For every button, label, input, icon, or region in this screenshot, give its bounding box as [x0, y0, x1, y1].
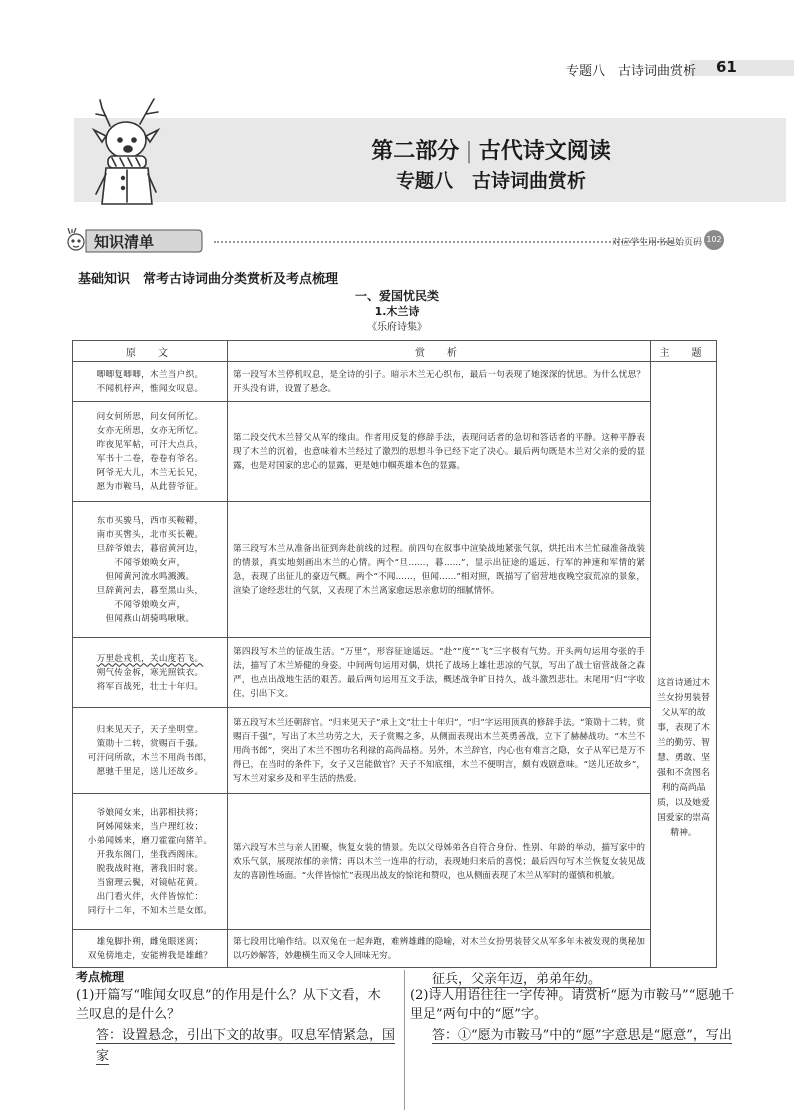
title-separator: |: [465, 139, 473, 164]
table-row: [73, 502, 717, 638]
table-row: [73, 794, 717, 930]
poem-line: 可汗问所欲，木兰不用尚书郎，: [87, 752, 213, 763]
poem-line: 爷娘闻女来，出郭相扶将；: [96, 807, 204, 818]
poem-source: 《乐府诗集》: [367, 322, 427, 333]
running-title: 专题八 古诗词曲赏析: [566, 64, 697, 79]
table-header-row: [73, 341, 717, 362]
poem-line: 阿爷无大儿，木兰无长兄，: [96, 467, 204, 478]
column-divider: [404, 970, 405, 1110]
poem-line: 双兔傍地走，安能辨我是雄雌？: [87, 950, 213, 961]
page-number: 61: [716, 58, 737, 76]
poem-line: 昨夜见军帖，可汗大点兵，: [96, 439, 204, 450]
original-cell: [73, 362, 228, 402]
part-number: 第二部分: [371, 139, 460, 164]
table-row: [73, 362, 717, 402]
poem-line: 开我东阁门，坐我西阁床。: [96, 849, 204, 860]
page-code-badge: 102: [704, 230, 724, 250]
poem-line: 不闻爷娘唤女声，: [114, 599, 186, 610]
knowledge-bar: [64, 226, 780, 256]
analysis-cell: 第二段交代木兰替父从军的缘由。作者用反复的修辞手法，表现问话者的急切和答话者的平静。这种平静表现了木兰的沉着，也意味着木兰经过了激烈的思想斗争已经下定了决心。最后两句既是木兰对父亲的爱的显露，也是对国家的忠心的显露，更是她巾帼英雄本色的显露。: [228, 402, 651, 502]
answer-1: [96, 1024, 396, 1066]
part-name: 古代诗文阅读: [478, 139, 611, 164]
poem-line: 归来见天子，天子坐明堂。: [96, 724, 204, 735]
poem-line: 女亦无所思，女亦无所忆。: [96, 425, 204, 436]
answer-2: [432, 1024, 742, 1045]
table-row: [73, 930, 717, 968]
question-1: (1)开篇写“唯闻女叹息”的作用是什么？从下文看，木兰叹息的是什么？: [76, 988, 381, 1022]
original-cell: [73, 794, 228, 930]
question-2: (2)诗人用语往往一字传神。请赏析“愿为市鞍马”“愿驰千里足”两句中的“愿”字。: [410, 988, 735, 1022]
poem-line: 南市买辔头，北市买长鞭。: [96, 529, 204, 540]
analysis-cell: 第四段写木兰的征战生活。“万里”，形容征途遥远。“赴”“度”“飞”三字极有气势。开头两句运用夸张的手法，描写了木兰矫健的身姿。中间两句运用对偶，烘托了战场上雄壮悲凉的气氛，写出了战士宿营战备之森严，也点出战地生活的艰苦。最后两句运用互文手法，概述战争旷日持久，战斗激烈悲壮。末尾用“归”字收住，引出下文。: [228, 638, 651, 708]
table-row: [73, 638, 717, 708]
poem-line: 唧唧复唧唧，木兰当户织。: [96, 369, 204, 380]
poem-line: 但闻黄河流水鸣溅溅。: [105, 571, 195, 582]
analysis-cell: 第六段写木兰与亲人团聚，恢复女装的情景。先以父母姊弟各自符合身份、性别、年龄的举动，描写家中的欢乐气氛，展现浓郁的亲情；再以木兰一连串的行动，表现她归来后的喜悦；最后四句写木兰恢复女装见战友的喜剧性场面。“火伴皆惊忙”表现出战友的惊诧和赞叹，也从侧面表现了木兰从军时的谨慎和机敏。: [228, 794, 651, 930]
poem-line: 出门看火伴，火伴皆惊忙：: [96, 891, 204, 902]
analysis-cell: 第一段写木兰停机叹息，是全诗的引子。暗示木兰无心织布，最后一句表现了她深深的忧思。为什么忧思？开头没有讲，设置了悬念。: [228, 362, 651, 402]
analysis-cell: 第五段写木兰还朝辞官。“归来见天子”承上文“壮士十年归”，“归”字运用顶真的修辞手法。“策勋十二转，赏赐百千强”，写出了木兰功劳之大，天子赏赐之多，从侧面表现出木兰英勇善战，立下了赫赫战功。“木兰不用尚书郎”，突出了木兰不图功名利禄的高尚品格。另外，木兰辞官，内心也有难言之隐，女子从军已是万不得已，在当时的条件下，女子又岂能做官？天子不知底细，木兰不便明言，颇有戏剧意味。“送儿还故乡”，写木兰对家乡及和平生活的热爱。: [228, 708, 651, 794]
poem-line: 问女何所思，问女何所忆。: [96, 411, 204, 422]
poem-line: 愿驰千里足，送儿还故乡。: [96, 766, 204, 777]
poem-line: 小弟闻姊来，磨刀霍霍向猪羊。: [87, 835, 213, 846]
poem-line: 旦辞爷娘去，暮宿黄河边，: [96, 543, 204, 554]
analysis-cell: 第七段用比喻作结。以双兔在一起奔跑，难辨雄雌的隐喻，对木兰女扮男装替父从军多年未被发现的奥秘加以巧妙解答，妙趣横生而又令人回味无穷。: [228, 930, 651, 968]
poem-line: 但闻燕山胡骑鸣啾啾。: [105, 613, 195, 624]
category-heading: 一、爱国忧民类: [354, 289, 439, 303]
poem-line: 将军百战死，壮士十年归。: [96, 681, 204, 692]
table-row: [73, 402, 717, 502]
poem-title: 1.木兰诗: [374, 305, 420, 318]
topic-title: 专题八 古诗词曲赏析: [395, 170, 586, 192]
poem-line: 东市买骏马，西市买鞍鞯，: [96, 515, 204, 526]
student-book-page-label: 对应学生用书起始页码: [612, 238, 703, 248]
table-row: [73, 708, 717, 794]
poem-line: 不闻机杼声，惟闻女叹息。: [96, 383, 204, 394]
poem-line: 同行十二年，不知木兰是女郎。: [87, 905, 213, 916]
original-cell: [73, 502, 228, 638]
original-cell: [73, 638, 228, 708]
part-title: [196, 134, 786, 165]
header-theme: 主 题: [651, 341, 717, 362]
poem-line: 朔气传金柝，寒光照铁衣。: [96, 667, 204, 678]
original-cell: [73, 708, 228, 794]
theme-cell: [651, 362, 717, 968]
poem-line: 雄兔脚扑朔，雌兔眼迷离；: [96, 936, 204, 947]
poem-line: 不闻爷娘唤女声，: [114, 557, 186, 568]
header-original: 原 文: [73, 341, 228, 362]
poem-analysis-table: [72, 340, 717, 968]
answer-1-text: 答：设置悬念，引出下文的故事。叹息军情紧急，国家: [96, 1028, 396, 1064]
basic-knowledge-heading: 基础知识 常考古诗词曲分类赏析及考点梳理: [78, 272, 339, 287]
answer-1-continued-text: 征兵，父亲年迈，弟弟年幼。: [432, 972, 602, 987]
answer-2-text: 答：①“愿为市鞍马”中的“愿”字意思是“愿意”，写出: [432, 1028, 732, 1043]
poem-line: 当窗理云鬓，对镜帖花黄。: [96, 877, 204, 888]
header-analysis: 赏 析: [228, 341, 651, 362]
poem-line: 军书十二卷，卷卷有爷名。: [96, 453, 204, 464]
poem-line-underlined: 万里赴戎机，关山度若飞。: [96, 653, 204, 664]
poem-line: 策勋十二转，赏赐百千强。: [96, 738, 204, 749]
original-cell: [73, 930, 228, 968]
poem-line: 脱我战时袍，著我旧时裳。: [96, 863, 204, 874]
deer-mascot-icon: [80, 96, 190, 208]
knowledge-badge-label: 知识清单: [94, 233, 155, 251]
poem-line: 旦辞黄河去，暮至黑山头，: [96, 585, 204, 596]
poem-line: 愿为市鞍马，从此替爷征。: [96, 481, 204, 492]
analysis-cell: 第三段写木兰从准备出征到奔赴前线的过程。前四句在叙事中渲染战地紧张气氛，烘托出木兰忙碌准备战装的情景，真实地刻画出木兰的心情。两个“旦……，暮……”，显示出征途的遥远、行军的神速和军情的紧急，表现了出征儿的豪迈气概。两个“不闻……，但闻……”相对照，既描写了宿营地夜晚空寂荒凉的景象，渲染了途经悲壮的气氛，又表现了木兰离家愈远思亲愈切的细腻情怀。: [228, 502, 651, 638]
key-points-heading: 考点梳理: [76, 970, 125, 984]
dotted-divider: [214, 241, 674, 243]
poem-line: 阿姊闻妹来，当户理红妆；: [96, 821, 204, 832]
running-header: [0, 52, 794, 80]
header-bar: [690, 60, 794, 76]
original-cell: [73, 402, 228, 502]
theme-text: 这首诗通过木兰女扮男装替父从军的故事，表现了木兰的勤劳、智慧、勇敢、坚强和不贪图名利的高尚品质，以及她爱国爱家的崇高精神。: [657, 678, 710, 838]
